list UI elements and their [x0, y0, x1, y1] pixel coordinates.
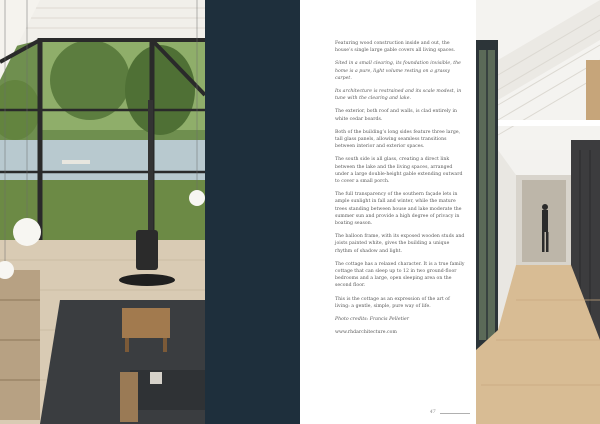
- article-body: [335, 40, 465, 343]
- navy-color-band: [205, 0, 300, 424]
- folio-divider: [440, 413, 470, 414]
- text-page: [300, 0, 476, 424]
- interior-photo-living-room: [0, 0, 205, 424]
- interior-photo-hallway: [476, 0, 600, 424]
- paragraph: The south side is all glass, creating a direct link between the lake and the living spaces, arranged under a large double-height gable extending outward to cover a small porch.: [335, 157, 463, 185]
- paragraph: Featuring wood construction inside and out, the house’s single large gable covers all living spaces.: [335, 41, 456, 54]
- page-number: 47: [430, 410, 436, 415]
- paragraph: The exterior, both roof and walls, is clad entirely in white cedar boards.: [335, 109, 457, 122]
- paragraph: The balloon frame, with its exposed wooden studs and joists painted white, gives the building a unique rhythm of shadow and light.: [335, 234, 465, 254]
- paragraph: This is the cottage as an expression of the art of living: a gentle, simple, pure way of life.: [335, 296, 450, 309]
- paragraph: Sited in a small clearing, its foundation invisible, the home is a pure, light volume resting on a grassy carpet.: [335, 61, 461, 81]
- paragraph: The cottage has a relaxed character. It is a true family cottage that can sleep up to 12 in two ground-floor bedrooms and a large, open sleeping area on the second floor.: [335, 261, 465, 289]
- website-link[interactable]: www.rhdarchitecture.com: [335, 330, 397, 336]
- paragraph: The full transparency of the southern façade lets in ample sunlight in fall and winter, while the mature trees standing between house and lake moderate the summer sun and provide a high degree of privacy in boating season.: [335, 192, 462, 227]
- paragraph: Its architecture is restrained and its scale modest, in tune with the clearing and lake.: [335, 89, 462, 102]
- paragraph: Both of the building’s long sides feature three large, tall glass panels, allowing seamless transitions between interior and exterior spaces.: [335, 129, 461, 150]
- photo-credit: Photo credits: Francis Pelletier: [335, 317, 410, 323]
